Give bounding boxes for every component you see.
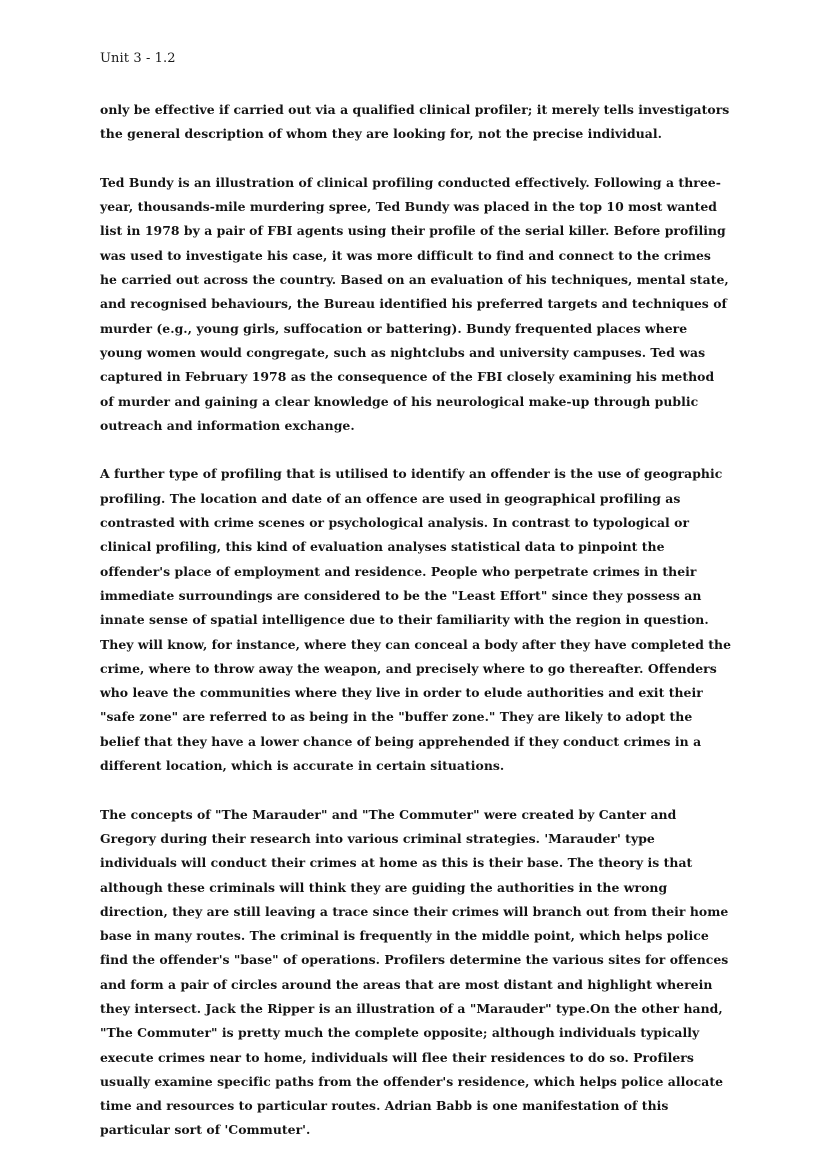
paragraph-profiler-note: only be effective if carried out via a qualified clinical profiler; it merely tells investigators the general description of whom they are looking for, not the precise individual. bbox=[100, 102, 730, 142]
page-header-unit: Unit 3 - 1.2 bbox=[100, 51, 176, 66]
document-body bbox=[100, 98, 732, 1167]
paragraph-geographic-profiling: A further type of profiling that is utilised to identify an offender is the use of geographic profiling. The location and date of an offence are used in geographical profiling as contrasted with crime scenes or psychological analysis. In contrast to typological or clinical profiling, this kind of evaluation analyses statistical data to pinpoint the offender's place of employment and residence. People who perpetrate crimes in their immediate surroundings are considered to be the "Least Effort" since they possess an innate sense of spatial intelligence due to their familiarity with the region in question. They will know, for instance, where they can conceal a body after they have completed the crime, where to throw away the weapon, and precisely where to go thereafter. Offenders who leave the communities where they live in order to elude authorities and exit their "safe zone" are referred to as being in the "buffer zone." They are likely to adopt the belief that they have a lower chance of being apprehended if they conduct crimes in a different location, which is accurate in certain situations. bbox=[100, 466, 732, 774]
paragraph-ted-bundy: Ted Bundy is an illustration of clinical profiling conducted effectively. Following a three-year, thousands-mile murdering spree, Ted Bundy was placed in the top 10 most wanted list in 1978 by a pair of FBI agents using their profile of the serial killer. Before profiling was used to investigate his case, it was more difficult to find and connect to the crimes he carried out across the country. Based on an evaluation of his techniques, mental state, and recognised behaviours, the Bureau identified his preferred targets and techniques of murder (e.g., young girls, suffocation or battering). Bundy frequented places where young women would congregate, such as nightclubs and university campuses. Ted was captured in February 1978 as the consequence of the FBI closely examining his method of murder and gaining a clear knowledge of his neurological make-up through public outreach and information exchange. bbox=[100, 174, 729, 433]
paragraph-marauder-commuter: The concepts of "The Marauder" and "The Commuter" were created by Canter and Gregory during their research into various criminal strategies. 'Marauder' type individuals will conduct their crimes at home as this is their base. The theory is that although these criminals will think they are guiding the authorities in the wrong direction, they are still leaving a trace since their crimes will branch out from their home base in many routes. The criminal is frequently in the middle point, which helps police find the offender's "base" of operations. Profilers determine the various sites for offences and form a pair of circles around the areas that are most distant and highlight wherein they intersect. Jack the Ripper is an illustration of a "Marauder" type.On the other hand, "The Commuter" is pretty much the complete opposite; although individuals typically execute crimes near to home, individuals will flee their residences to do so. Profilers usually examine specific paths from the offender's residence, which helps police allocate time and resources to particular routes. Adrian Babb is one manifestation of this particular sort of 'Commuter'. bbox=[100, 806, 729, 1138]
